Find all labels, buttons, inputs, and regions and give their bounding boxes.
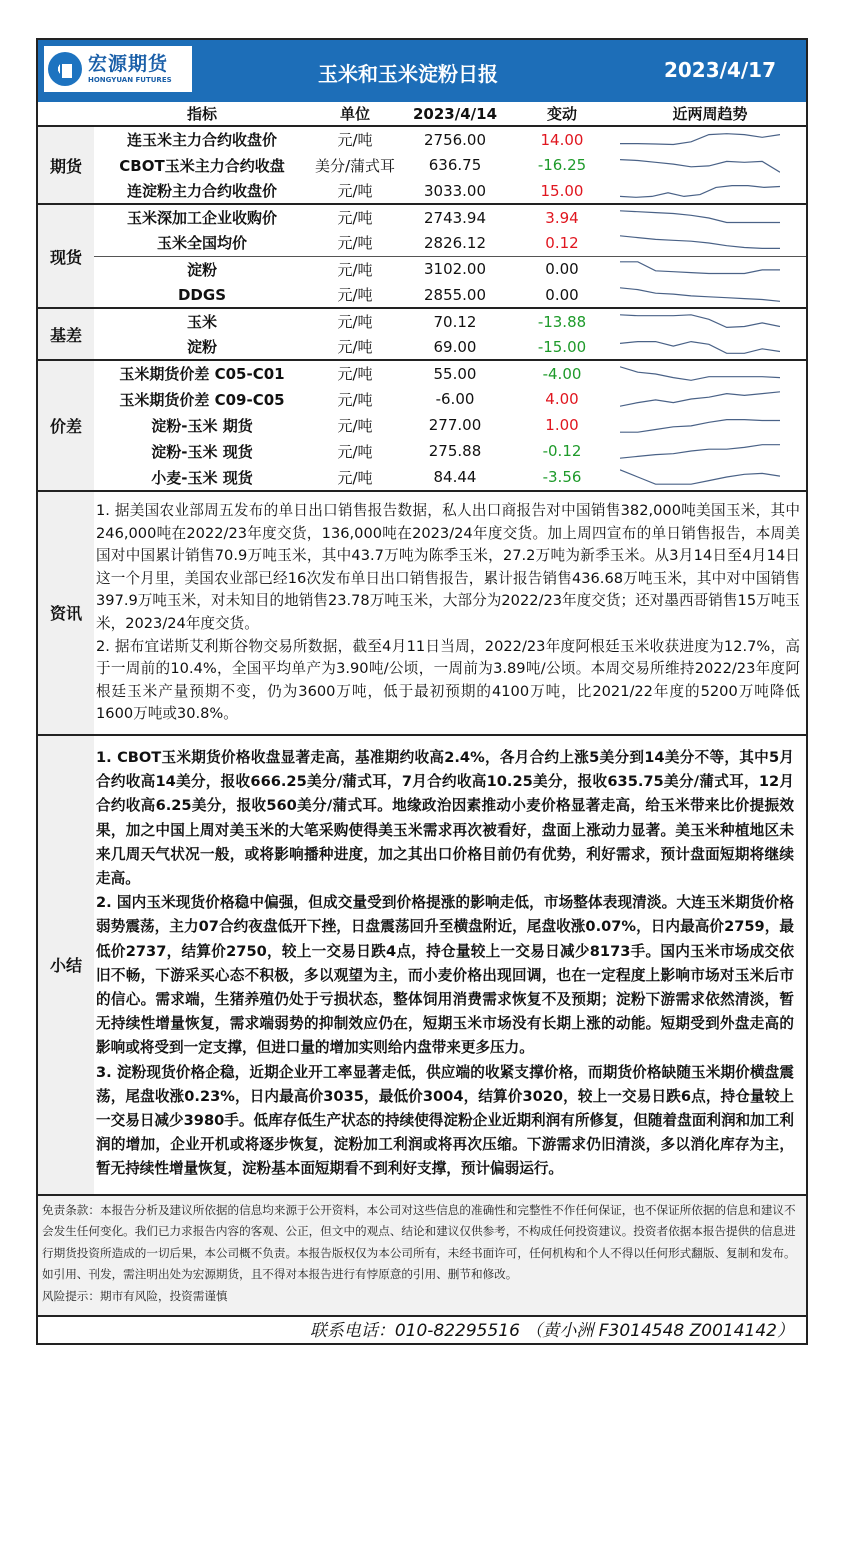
summary-text: 1. CBOT玉米期货价格收盘显著走高，基准期约收高2.4%，各月合约上涨5美分到14美分不等，其中5月合约收高14美分，报收666.25美分/蒲式耳，7月合约收高10.25美分，报收635.75美分/蒲式耳，12月合约收高6.25美分，报收560美分/蒲式耳。地缘政治因素推动小麦价格显著走高，给玉米带来比价提振效果，加之中国上周对美玉米的大笔采购使得美玉米需求再次被看好，盘面上涨动力显著。美玉米种植地区未来几周天气状况一般，或将影响播种进度，加之其出口价格目前仍有优势，利好需求，预计盘面短期将继续走高。 2. 国内玉米现货价格稳中偏强，但成交量受到价格提涨的影响走低，市场整体表现清淡。大连玉米期货价格弱势震荡，主力07合约夜盘低开下挫，日盘震荡回升至横盘附近，尾盘收涨0.07%，日内最高价2759，最低价2737，结算价2750，较上一交易日跌4点，持仓量较上一交易日减少8173手。国内玉米市场成交依旧不畅，下游采买心态不积极，多以观望为主，而小麦价格出现回调，也在一定程度上影响市场对玉米后市的信心。需求端，生猪养殖仍处于亏损状态，整体饲用消费需求恢复不及预期；淀粉下游需求依然清淡，暂无持续性增量恢复，需求端弱势的抑制效应仍在，短期玉米市场没有长期上涨的动能。短期受到外盘走高的影响或将受到一定支撑，但进口量的增加实则给内盘带来更多压力。 3. 淀粉现货价格企稳，近期企业开工率显著走低，供应端的收紧支撑价格，而期货价格缺随玉米期价横盘震荡，尾盘收涨0.23%，日内最高价3035，最低价3004，结算价3020，较上一交易日跌6点，持仓量较上一交易日减少3980手。低库存低生产状态的持续使得淀粉企业近期利润有所修复，但随着盘面利润和加工利润的增加，企业开机或将逐步恢复，淀粉加工利润或将再次压缩。下游需求仍旧清淡，多以消化库存为主，暂无持续性增量恢复，淀粉基本面短期看不到利好支撑，预计偏弱运行。 [96, 748, 794, 1178]
trend-cell [614, 438, 806, 464]
trend-line [620, 236, 780, 249]
change: 15.00 [540, 181, 584, 200]
unit: 元/吨 [337, 286, 373, 304]
table-row [38, 334, 806, 360]
trend-sparkline [620, 466, 780, 488]
trend-line [620, 314, 780, 327]
table-row [38, 464, 806, 490]
change: -13.88 [510, 308, 614, 334]
trend-line [620, 420, 780, 433]
section-label: 现货 [38, 204, 94, 308]
trend-cell [614, 152, 806, 178]
trend-cell [614, 178, 806, 204]
value: 70.12 [400, 308, 510, 334]
col-trend: 近两周趋势 [614, 102, 806, 126]
section-label: 价差 [38, 360, 94, 490]
change: 0.12 [545, 233, 579, 252]
unit: 元/吨 [310, 204, 400, 230]
report [36, 38, 808, 1345]
trend-cell [614, 386, 806, 412]
change: -0.12 [542, 442, 582, 460]
table-row [38, 178, 806, 204]
unit: 元/吨 [337, 234, 373, 253]
trend-cell [614, 282, 806, 308]
table-row [38, 308, 806, 334]
trend-line [620, 366, 780, 380]
section-label: 期货 [38, 126, 94, 204]
trend-sparkline [620, 284, 780, 306]
contact-info: 联系电话：010-82295516 （黄小洲 F3014548 Z0014142） [38, 1315, 806, 1345]
indicator-name: 玉米 [94, 308, 310, 334]
trend-line [620, 470, 780, 484]
report-header [38, 40, 806, 102]
value: -6.00 [435, 390, 475, 408]
indicator-name: 淀粉-玉米 期货 [151, 416, 253, 435]
trend-sparkline [620, 258, 780, 280]
section-label: 基差 [38, 308, 94, 360]
change: 4.00 [545, 390, 579, 408]
table-row [38, 386, 806, 412]
table-row [38, 412, 806, 438]
unit: 元/吨 [310, 256, 400, 282]
trend-cell [614, 256, 806, 282]
logo-cn: 宏源期货 [88, 52, 169, 75]
trend-cell [614, 308, 806, 334]
indicator-name: 连淀粉主力合约收盘价 [126, 182, 277, 200]
trend-sparkline [620, 129, 780, 151]
logo-en: HONGYUAN FUTURES [88, 75, 172, 84]
table-row [38, 438, 806, 464]
indicator-name: 小麦-玉米 现货 [151, 468, 253, 487]
trend-sparkline [620, 388, 780, 410]
table-row [38, 152, 806, 178]
indicator-name: 淀粉 [186, 338, 217, 356]
value: 2826.12 [423, 233, 487, 252]
table-row [38, 230, 806, 256]
news-section [38, 490, 806, 734]
news-label: 资讯 [38, 492, 94, 734]
indicator-name: 玉米全国均价 [156, 234, 247, 253]
trend-line [620, 210, 780, 222]
unit: 元/吨 [337, 468, 373, 487]
col-change: 变动 [510, 102, 614, 126]
table-row [38, 256, 806, 282]
value: 84.44 [433, 468, 477, 486]
trend-sparkline [620, 311, 780, 333]
indicator-name: CBOT玉米主力合约收盘 [119, 156, 285, 175]
report-date: 2023/4/17 [663, 58, 776, 82]
indicator-name: DDGS [177, 285, 227, 304]
trend-line [620, 262, 780, 274]
indicator-name: 玉米期货价差 C05-C01 [94, 360, 310, 386]
trend-sparkline [620, 336, 780, 358]
value: 3102.00 [400, 256, 510, 282]
unit: 元/吨 [337, 338, 373, 356]
trend-sparkline [620, 207, 780, 229]
unit: 元/吨 [310, 308, 400, 334]
logo-icon [48, 52, 82, 86]
col-date: 2023/4/14 [400, 102, 510, 126]
trend-sparkline [620, 414, 780, 436]
change: -16.25 [537, 156, 587, 174]
unit: 美分/蒲式耳 [314, 156, 396, 175]
trend-line [620, 287, 780, 301]
value: 2743.94 [400, 204, 510, 230]
table-row [38, 282, 806, 308]
summary-label: 小结 [38, 736, 94, 1194]
indicator-name: 连玉米主力合约收盘价 [94, 126, 310, 152]
change: -3.56 [542, 468, 582, 486]
company-logo [44, 46, 192, 92]
trend-sparkline [620, 363, 780, 385]
value: 69.00 [433, 337, 477, 356]
unit: 元/吨 [337, 442, 373, 461]
value: 3033.00 [423, 181, 487, 200]
disclaimer [38, 1194, 806, 1316]
trend-cell [614, 412, 806, 438]
value: 2756.00 [400, 126, 510, 152]
trend-line [620, 160, 780, 173]
value: 55.00 [400, 360, 510, 386]
value: 277.00 [428, 416, 482, 434]
trend-cell [614, 360, 806, 386]
indicator-name: 淀粉 [94, 256, 310, 282]
change: -4.00 [510, 360, 614, 386]
table-row [38, 360, 806, 386]
trend-sparkline [620, 180, 780, 202]
trend-cell [614, 230, 806, 256]
disclaimer-text: 免责条款：本报告分析及建议所依据的信息均来源于公开资料，本公司对这些信息的准确性和完整性不作任何保证，也不保证所依据的信息和建议不会发生任何变化。我们已力求报告内容的客观、公正，但文中的观点、结论和建议仅供参考，不构成任何投资建议。投资者依据本报告提供的信息进行期货投资所造成的一切后果，本公司概不负责。本报告版权仅为本公司所有，未经书面许可，任何机构和个人不得以任何形式翻版、复制和发布。如引用、刊发，需注明出处为宏源期货，且不得对本报告进行有悖原意的引用、删节和修改。 [42, 1202, 796, 1282]
trend-cell [614, 204, 806, 230]
indicator-name: 玉米深加工企业收购价 [94, 204, 310, 230]
value: 636.75 [428, 156, 482, 174]
change: 3.94 [510, 204, 614, 230]
trend-cell [614, 334, 806, 360]
col-unit: 单位 [310, 102, 400, 126]
change: 14.00 [510, 126, 614, 152]
trend-line [620, 133, 780, 144]
trend-cell [614, 464, 806, 490]
change: 1.00 [545, 416, 579, 434]
summary-section [38, 734, 806, 1194]
change: -15.00 [537, 337, 587, 356]
table-row [38, 204, 806, 230]
col-indicator: 指标 [94, 102, 310, 126]
table-header [38, 102, 806, 126]
trend-line [620, 445, 780, 459]
unit: 元/吨 [310, 126, 400, 152]
report-title: 玉米和玉米淀粉日报 [318, 62, 498, 86]
change: 0.00 [510, 256, 614, 282]
trend-sparkline [620, 154, 780, 176]
unit: 元/吨 [337, 416, 373, 435]
unit: 元/吨 [337, 182, 373, 200]
trend-line [620, 392, 780, 406]
value: 275.88 [428, 442, 482, 460]
value: 2855.00 [423, 285, 487, 304]
trend-line [620, 341, 780, 353]
indicator-table [38, 102, 806, 490]
unit: 元/吨 [310, 360, 400, 386]
trend-line [620, 185, 780, 197]
change: 0.00 [545, 285, 579, 304]
risk-warning: 风险提示：期市有风险，投资需谨慎 [42, 1288, 228, 1303]
news-text: 1. 据美国农业部周五发布的单日出口销售报告数据，私人出口商报告对中国销售382,000吨美国玉米，其中246,000吨在2022/23年度交货，136,000吨在2023/24年度交货。加上周四宣布的单日销售报告，本周美国对中国累计销售70.9万吨玉米，其中43.7万吨为陈季玉米，27.2万吨为新季玉米。从3月14日至4月14日这一个月里，美国农业部已经16次发布单日出口销售报告，累计报告销售436.68万吨玉米，其中对中国销售397.9万吨玉米，对未知目的地销售23.78万吨玉米，大部分为2022/23年度交货；还对墨西哥销售15万吨玉米，2023/24年度交货。 2. 据布宜诺斯艾利斯谷物交易所数据，截至4月11日当周，2022/23年度阿根廷玉米收获进度为12.7%，高于一周前的10.4%，全国平均单产为3.90吨/公顷，一周前为3.89吨/公顷。本周交易所维持2022/23年度阿根廷玉米产量预期不变，仍为3600万吨，低于最初预期的4100万吨，比2021/22年度的5200万吨降低1600万吨或30.8%。 [96, 502, 800, 723]
trend-sparkline [620, 232, 780, 254]
indicator-name: 淀粉-玉米 现货 [151, 442, 253, 461]
table-row [38, 126, 806, 152]
unit: 元/吨 [337, 390, 373, 409]
trend-sparkline [620, 440, 780, 462]
indicator-name: 玉米期货价差 C09-C05 [119, 390, 285, 409]
trend-cell [614, 126, 806, 152]
